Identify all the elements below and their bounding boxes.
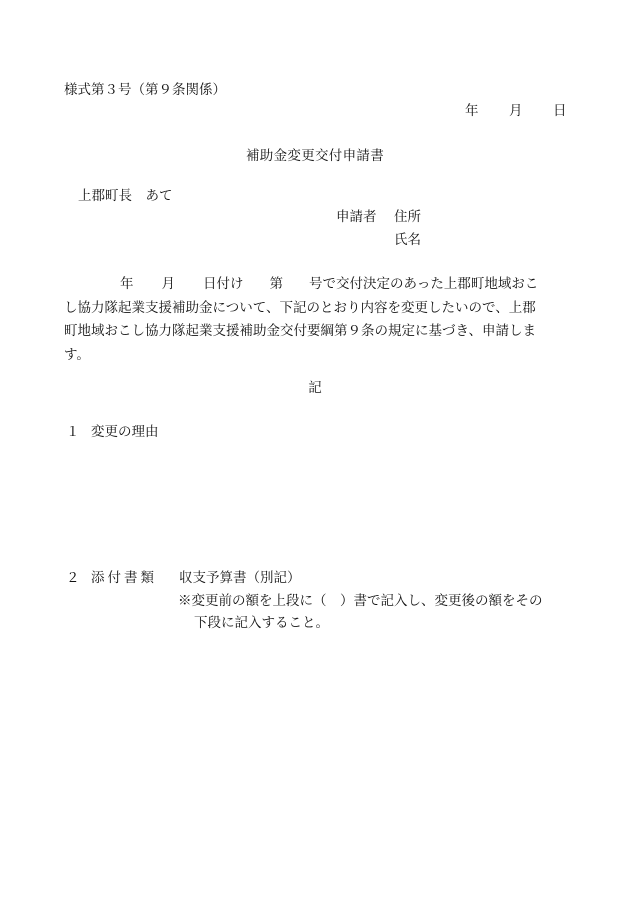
- body-line-2: し協力隊起業支援補助金について、下記のとおり内容を変更したいので、上郡: [64, 299, 536, 316]
- item-1-number: １: [66, 424, 80, 440]
- body-line-1: [64, 273, 579, 297]
- date-day-label: 日: [553, 103, 567, 119]
- body-paragraph: [64, 273, 579, 367]
- body-line-4: す。: [64, 346, 90, 363]
- applicant-name-label: 氏名: [394, 232, 421, 248]
- item-2-note-line-1: ※変更前の額を上段に（ ）書で記入し、変更後の額をその: [178, 593, 543, 609]
- item-2-label: 添付書類: [91, 570, 157, 586]
- item-2-note-line-2: 下段に記入すること。: [194, 615, 329, 631]
- addressee: 上郡町長 あて: [78, 188, 173, 204]
- form-number: 様式第３号（第９条関係）: [64, 82, 226, 98]
- date-line: [465, 105, 567, 119]
- item-2: [66, 572, 301, 586]
- date-year-label: 年: [465, 103, 479, 119]
- document-title: 補助金変更交付申請書: [246, 148, 384, 164]
- item-1-label: 変更の理由: [91, 424, 159, 440]
- item-2-value: 収支予算書（別記）: [179, 570, 301, 586]
- body-date: 日付け: [203, 276, 244, 292]
- item-2-number: ２: [66, 570, 80, 586]
- body-no: 第: [269, 276, 283, 292]
- applicant-address-label: 住所: [394, 209, 421, 225]
- date-month-label: 月: [509, 103, 523, 119]
- body-year: 年: [120, 276, 134, 292]
- body-line1-rest: 号で交付決定のあった上郡町地域おこ: [309, 276, 539, 292]
- body-month: 月: [161, 276, 175, 292]
- applicant-role-label: 申請者: [336, 209, 377, 225]
- body-line-3: 町地域おこし協力隊起業支援補助金交付要綱第９条の規定に基づき、申請しま: [64, 323, 536, 339]
- ki-heading: 記: [308, 380, 322, 396]
- applicant-address-line: [336, 211, 421, 225]
- item-1: [66, 426, 159, 440]
